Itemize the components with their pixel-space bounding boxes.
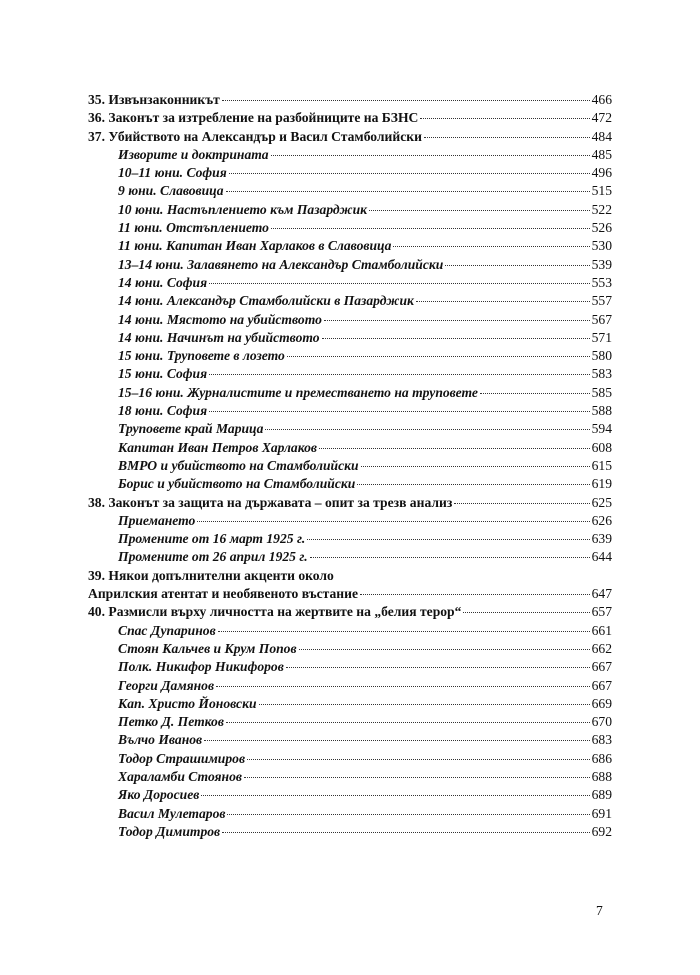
toc-section-entry[interactable] <box>88 292 612 310</box>
dot-leader <box>229 173 590 174</box>
toc-entry-title: Яко Доросиев <box>118 787 200 803</box>
toc-entry-title: 37. Убийството на Александър и Васил Стамболийски <box>88 128 422 144</box>
toc-entry-title: Приемането <box>118 512 196 528</box>
toc-entry-title: Георги Дамянов <box>118 677 215 693</box>
dot-leader <box>226 722 590 723</box>
dot-leader <box>360 594 590 595</box>
toc-entry-page-number: 608 <box>591 439 612 455</box>
toc-entry-page-number: 496 <box>591 165 612 181</box>
table-of-contents <box>88 91 612 841</box>
toc-section-entry[interactable] <box>88 731 612 749</box>
dot-leader <box>480 393 590 394</box>
toc-entry-page-number: 686 <box>591 750 612 766</box>
dot-leader <box>307 539 589 540</box>
toc-entry-page-number: 526 <box>591 220 612 236</box>
toc-entry-page-number: 472 <box>591 110 612 126</box>
dot-leader <box>420 118 589 119</box>
dot-leader <box>247 759 590 760</box>
toc-entry-page-number: 625 <box>591 494 612 510</box>
toc-section-entry[interactable] <box>88 658 612 676</box>
toc-entry-title: 36. Законът за изтребление на разбойниците на БЗНС <box>88 110 419 126</box>
dot-leader <box>209 283 590 284</box>
toc-entry-title: Спас Дупаринов <box>118 622 216 638</box>
toc-section-entry[interactable] <box>88 640 612 658</box>
toc-section-entry[interactable] <box>88 384 612 402</box>
dot-leader <box>271 155 590 156</box>
toc-entry-title: Капитан Иван Петров Харлаков <box>118 439 317 455</box>
dot-leader <box>204 740 589 741</box>
toc-entry-title: Тодор Страшимиров <box>118 750 246 766</box>
toc-entry-page-number: 580 <box>591 348 612 364</box>
toc-entry-page-number: 670 <box>591 714 612 730</box>
toc-entry-page-number: 485 <box>591 146 612 162</box>
toc-entry-page-number: 669 <box>591 695 612 711</box>
toc-entry-page-number: 615 <box>591 457 612 473</box>
toc-entry-page-number: 691 <box>591 805 612 821</box>
dot-leader <box>393 246 589 247</box>
page-number: 7 <box>596 903 603 918</box>
toc-entry-page-number: 626 <box>591 512 612 528</box>
dot-leader <box>454 503 589 504</box>
toc-entry-title: 11 юни. Отстъплението <box>118 220 269 236</box>
toc-section-entry[interactable] <box>88 439 612 457</box>
toc-section-entry[interactable] <box>88 695 612 713</box>
dot-leader <box>357 484 589 485</box>
toc-section-entry[interactable] <box>88 475 612 493</box>
toc-entry-title: Промените от 16 март 1925 г. <box>118 531 306 547</box>
dot-leader <box>287 356 590 357</box>
toc-section-entry[interactable] <box>88 365 612 383</box>
toc-entry-title: Вълчо Иванов <box>118 732 203 748</box>
dot-leader <box>201 795 589 796</box>
toc-section-entry[interactable] <box>88 768 612 786</box>
toc-entry-title: 13–14 юни. Залавянето на Александър Стамболийски <box>118 256 444 272</box>
toc-section-entry[interactable] <box>88 219 612 237</box>
dot-leader <box>209 411 590 412</box>
toc-section-entry[interactable] <box>88 622 612 640</box>
toc-entry-page-number: 657 <box>591 604 612 620</box>
toc-entry-page-number: 571 <box>591 329 612 345</box>
toc-section-entry[interactable] <box>88 420 612 438</box>
toc-entry-title: Петко Д. Петков <box>118 714 224 730</box>
toc-entry-title: 15 юни. София <box>118 366 208 382</box>
toc-entry-title: Борис и убийството на Стамболийски <box>118 476 356 492</box>
toc-entry-page-number: 689 <box>591 787 612 803</box>
dot-leader <box>463 612 589 613</box>
toc-section-entry[interactable] <box>88 311 612 329</box>
dot-leader <box>324 320 590 321</box>
toc-entry-title: Априлския атентат и необявеното въстание <box>88 586 358 602</box>
toc-entry-page-number: 667 <box>591 677 612 693</box>
toc-entry-page-number: 688 <box>591 768 612 784</box>
toc-entry-page-number: 567 <box>591 311 612 327</box>
dot-leader <box>209 374 590 375</box>
dot-leader <box>286 667 590 668</box>
dot-leader <box>369 210 590 211</box>
toc-entry-title: Изворите и доктрината <box>118 146 269 162</box>
toc-section-entry[interactable] <box>88 713 612 731</box>
toc-section-entry[interactable] <box>88 182 612 200</box>
toc-section-entry[interactable] <box>88 786 612 804</box>
dot-leader <box>271 228 590 229</box>
toc-entry-title: 14 юни. София <box>118 274 208 290</box>
dot-leader <box>244 777 590 778</box>
toc-chapter-entry[interactable] <box>88 91 612 109</box>
dot-leader <box>445 265 589 266</box>
toc-entry-page-number: 530 <box>591 238 612 254</box>
toc-entry-page-number: 692 <box>591 823 612 839</box>
toc-entry-title: ВМРО и убийството на Стамболийски <box>118 457 359 473</box>
toc-entry-page-number: 553 <box>591 274 612 290</box>
toc-entry-page-number: 466 <box>591 92 612 107</box>
toc-section-entry[interactable] <box>88 201 612 219</box>
toc-section-entry[interactable] <box>88 274 612 292</box>
toc-section-entry[interactable] <box>88 823 612 841</box>
dot-leader <box>424 137 590 138</box>
toc-entry-title: Промените от 26 април 1925 г. <box>118 549 308 565</box>
toc-entry-title: 15 юни. Труповете в лозето <box>118 348 285 364</box>
dot-leader <box>322 338 590 339</box>
toc-entry-title: 14 юни. Александър Стамболийски в Пазарджик <box>118 293 414 309</box>
toc-entry-page-number: 583 <box>591 366 612 382</box>
toc-chapter-entry[interactable] <box>88 567 612 585</box>
dot-leader <box>361 466 590 467</box>
toc-entry-page-number: 585 <box>591 384 612 400</box>
toc-entry-title: 14 юни. Начинът на убийството <box>118 329 320 345</box>
toc-entry-page-number: 639 <box>591 531 612 547</box>
toc-entry-page-number: 539 <box>591 256 612 272</box>
toc-entry-title: 10 юни. Настъплението към Пазарджик <box>118 201 368 217</box>
toc-section-entry[interactable] <box>88 805 612 823</box>
toc-section-entry[interactable] <box>88 347 612 365</box>
toc-entry-title: Полк. Никифор Никифоров <box>118 659 284 675</box>
toc-entry-title: 11 юни. Капитан Иван Харлаков в Славовица <box>118 238 392 254</box>
dot-leader <box>265 429 589 430</box>
dot-leader <box>310 557 590 558</box>
toc-entry-title: Васил Мулетаров <box>118 805 226 821</box>
toc-entry-title: 38. Законът за защита на държавата – опит за трезв анализ <box>88 494 453 510</box>
dot-leader <box>226 191 590 192</box>
toc-entry-title: 9 юни. Славовица <box>118 183 224 199</box>
dot-leader <box>319 448 590 449</box>
toc-entry-title: 18 юни. София <box>118 403 208 419</box>
toc-entry-page-number: 661 <box>591 622 612 638</box>
toc-chapter-entry[interactable] <box>88 494 612 512</box>
toc-section-entry[interactable] <box>88 164 612 182</box>
dot-leader <box>197 521 589 522</box>
dot-leader <box>222 832 589 833</box>
toc-entry-title: 15–16 юни. Журналистите и преместването на труповете <box>118 384 478 400</box>
toc-chapter-entry[interactable] <box>88 585 612 603</box>
dot-leader <box>299 649 590 650</box>
toc-entry-title: 10–11 юни. София <box>118 165 227 181</box>
toc-entry-page-number: 557 <box>591 293 612 309</box>
toc-section-entry[interactable] <box>88 329 612 347</box>
dot-leader <box>416 301 590 302</box>
toc-entry-page-number: 647 <box>591 586 612 602</box>
toc-entry-page-number: 662 <box>591 640 612 656</box>
dot-leader <box>259 704 590 705</box>
toc-section-entry[interactable] <box>88 530 612 548</box>
toc-entry-title: 39. Някои допълнителни акценти около <box>88 567 334 583</box>
toc-entry-title: Тодор Димитров <box>118 823 221 839</box>
toc-entry-title: 35. Извънзаконникът <box>88 92 220 107</box>
toc-chapter-entry[interactable] <box>88 128 612 146</box>
toc-entry-title: Кап. Христо Йоновски <box>118 695 257 711</box>
toc-entry-page-number: 484 <box>591 128 612 144</box>
toc-entry-page-number: 683 <box>591 732 612 748</box>
toc-entry-page-number: 644 <box>591 549 612 565</box>
toc-entry-title: Хараламби Стоянов <box>118 768 242 784</box>
toc-section-entry[interactable] <box>88 402 612 420</box>
toc-section-entry[interactable] <box>88 677 612 695</box>
toc-section-entry[interactable] <box>88 237 612 255</box>
toc-section-entry[interactable] <box>88 256 612 274</box>
dot-leader <box>218 631 590 632</box>
toc-entry-page-number: 667 <box>591 659 612 675</box>
dot-leader <box>227 814 589 815</box>
toc-section-entry[interactable] <box>88 146 612 164</box>
toc-entry-page-number: 515 <box>591 183 612 199</box>
toc-section-entry[interactable] <box>88 512 612 530</box>
toc-section-entry[interactable] <box>88 548 612 566</box>
toc-entry-title: Труповете край Марица <box>118 421 264 437</box>
toc-entry-page-number: 522 <box>591 201 612 217</box>
toc-entry-page-number: 619 <box>591 476 612 492</box>
toc-section-entry[interactable] <box>88 457 612 475</box>
toc-entry-title: Стоян Кальчев и Крум Попов <box>118 640 297 656</box>
toc-chapter-entry[interactable] <box>88 603 612 621</box>
toc-entry-page-number: 588 <box>591 403 612 419</box>
toc-entry-title: 40. Размисли върху личността на жертвите на „белия терор“ <box>88 604 462 620</box>
dot-leader <box>216 686 590 687</box>
dot-leader <box>222 100 590 101</box>
toc-entry-page-number: 594 <box>591 421 612 437</box>
toc-chapter-entry[interactable] <box>88 109 612 127</box>
toc-entry-title: 14 юни. Мястото на убийството <box>118 311 322 327</box>
toc-section-entry[interactable] <box>88 750 612 768</box>
